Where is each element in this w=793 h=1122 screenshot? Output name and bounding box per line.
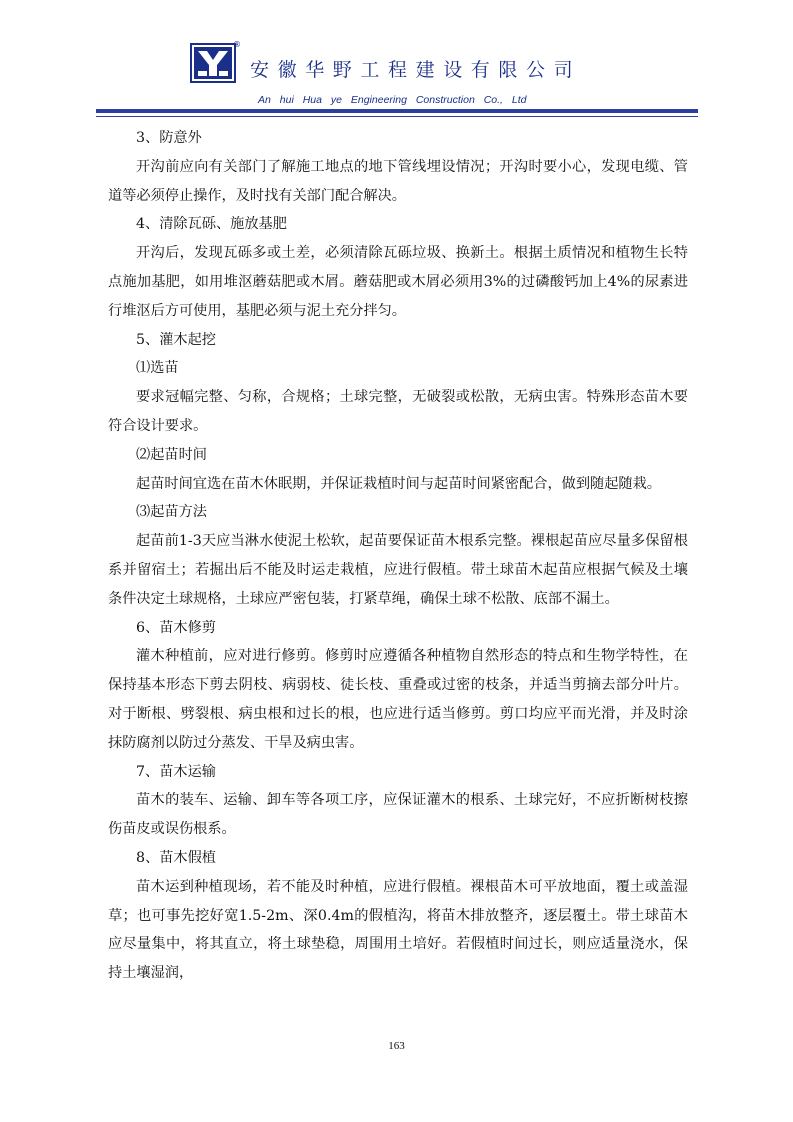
paragraph: 要求冠幅完整、匀称，合规格；土球完整，无破裂或松散，无病虫害。特殊形态苗木要符合设计要求。 — [108, 389, 688, 434]
paragraph: 起苗时间宜选在苗木休眠期，并保证栽植时间与起苗时间紧密配合，做到随起随栽。 — [136, 475, 661, 492]
section-heading: 7、苗木运输 — [136, 763, 216, 780]
paragraph: 开沟后，发现瓦砾多或土差，必须清除瓦砾垃圾、换新土。根据土质情况和植物生长特点施加基肥，如用堆沤蘑菇肥或木屑。蘑菇肥或木屑必须用3%的过磷酸钙加上4%的尿素进行堆沤后方可使用，基肥必须与泥土充分拌匀。 — [108, 245, 688, 319]
section-heading: 6、苗木修剪 — [136, 619, 216, 636]
section-heading: 8、苗木假植 — [136, 849, 216, 866]
section-heading: 4、清除瓦砾、施放基肥 — [136, 216, 287, 233]
section-heading: 5、灌木起挖 — [136, 331, 216, 348]
header-rule-thick — [96, 109, 698, 113]
company-name-english: An hui Hua ye Engineering Construction Co., Ltd — [258, 94, 527, 106]
subsection-heading: ⑵起苗时间 — [136, 446, 207, 463]
company-logo-icon — [190, 43, 236, 83]
registered-mark: ® — [233, 40, 241, 49]
page-number: 163 — [388, 1040, 405, 1052]
paragraph: 苗木运到种植现场，若不能及时种植，应进行假植。裸根苗木可平放地面，覆土或盖湿草；也可事先挖好宽1.5-2m、深0.4m的假植沟，将苗木排放整齐，逐层覆土。带土球苗木应尽量集中，将其直立，将土球垫稳，周围用土培好。若假植时间过长，则应适量浇水，保持土壤湿润， — [108, 878, 688, 982]
subsection-heading: ⑶起苗方法 — [136, 504, 207, 521]
paragraph: 苗木的装车、运输、卸车等各项工序，应保证灌木的根系、土球完好，不应折断树枝擦伤苗皮或误伤根系。 — [108, 792, 688, 838]
document-body — [108, 124, 688, 988]
paragraph: 灌木种植前，应对进行修剪。修剪时应遵循各种植物自然形态的特点和生物学特性，在保持基本形态下剪去阴枝、病弱枝、徒长枝、重叠或过密的枝条，并适当剪摘去部分叶片。对于断根、劈裂根、病虫根和过长的根，也应进行适当修剪。剪口均应平而光滑，并及时涂抹防腐剂以防过分蒸发、干旱及病虫害。 — [108, 648, 688, 751]
section-heading: 3、防意外 — [136, 130, 202, 146]
header-rule-thin — [96, 116, 698, 117]
company-name-chinese: 安徽华野工程建设有限公司 — [250, 59, 582, 81]
page-header — [0, 0, 793, 124]
paragraph: 开沟前应向有关部门了解施工地点的地下管线埋设情况；开沟时要小心，发现电缆、管道等必须停止操作，及时找有关部门配合解决。 — [108, 158, 688, 204]
paragraph: 起苗前1-3天应当淋水使泥土松软，起苗要保证苗木根系完整。裸根起苗应尽量多保留根系并留宿土；若掘出后不能及时运走栽植，应进行假植。带土球苗木起苗应根据气候及土壤条件决定土球规格，土球应严密包装，打紧草绳，确保土球不松散、底部不漏土。 — [108, 533, 688, 607]
subsection-heading: ⑴选苗 — [136, 360, 179, 377]
